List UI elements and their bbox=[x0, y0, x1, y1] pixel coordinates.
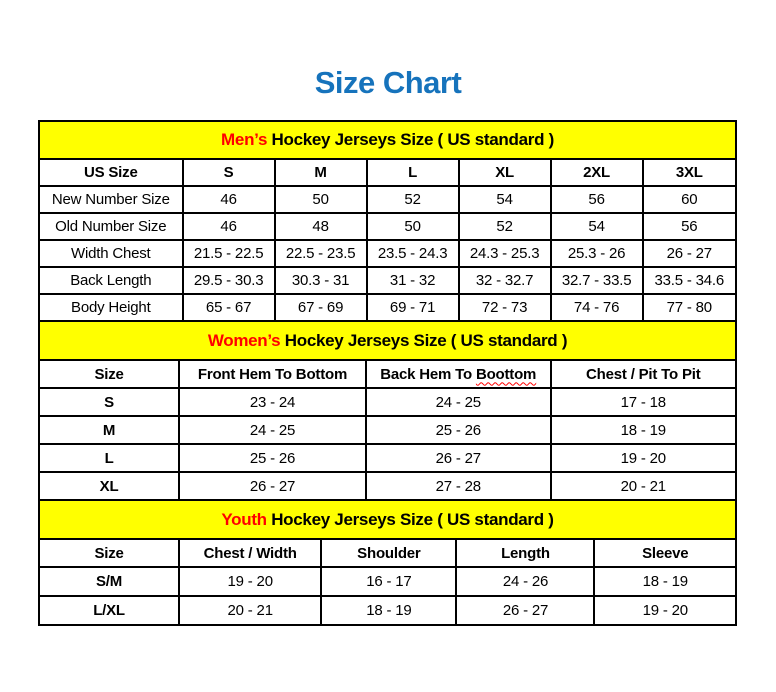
mens-value-cell: 24.3 - 25.3 bbox=[459, 240, 551, 267]
mens-value-cell: 31 - 32 bbox=[367, 267, 459, 294]
womens-header-cell: Size bbox=[39, 360, 179, 388]
womens-value-cell: 20 - 21 bbox=[551, 472, 736, 500]
womens-value-cell: 19 - 20 bbox=[551, 444, 736, 472]
mens-value-cell: 56 bbox=[551, 186, 643, 213]
womens-header-cell: Chest / Pit To Pit bbox=[551, 360, 736, 388]
youth-size-table bbox=[38, 501, 737, 626]
womens-table-row bbox=[39, 472, 736, 500]
womens-table-row bbox=[39, 388, 736, 416]
mens-value-cell: 23.5 - 24.3 bbox=[367, 240, 459, 267]
mens-header-cell: XL bbox=[459, 159, 551, 186]
mens-band-title bbox=[39, 121, 736, 159]
youth-value-cell: 20 - 21 bbox=[179, 596, 321, 625]
womens-row-label: L bbox=[39, 444, 179, 472]
womens-band-highlight: Women’s bbox=[207, 330, 281, 350]
mens-value-cell: 60 bbox=[643, 186, 736, 213]
youth-header-cell: Size bbox=[39, 539, 179, 567]
womens-band bbox=[39, 322, 736, 360]
youth-band-highlight: Youth bbox=[221, 509, 267, 529]
youth-section bbox=[38, 501, 737, 626]
womens-header-cell: Front Hem To Bottom bbox=[179, 360, 366, 388]
mens-table-row bbox=[39, 240, 736, 267]
womens-value-cell: 24 - 25 bbox=[179, 416, 366, 444]
womens-value-cell: 24 - 25 bbox=[366, 388, 551, 416]
mens-band-text: Hockey Jerseys Size ( US standard ) bbox=[267, 130, 554, 149]
mens-value-cell: 22.5 - 23.5 bbox=[275, 240, 367, 267]
mens-value-cell: 50 bbox=[367, 213, 459, 240]
mens-row-label: Old Number Size bbox=[39, 213, 183, 240]
size-chart bbox=[38, 120, 737, 626]
womens-value-cell: 23 - 24 bbox=[179, 388, 366, 416]
youth-header-row bbox=[39, 539, 736, 567]
mens-value-cell: 54 bbox=[551, 213, 643, 240]
mens-value-cell: 69 - 71 bbox=[367, 294, 459, 321]
youth-header-cell: Shoulder bbox=[321, 539, 456, 567]
mens-row-label: Back Length bbox=[39, 267, 183, 294]
womens-table-row bbox=[39, 416, 736, 444]
mens-value-cell: 21.5 - 22.5 bbox=[183, 240, 275, 267]
mens-value-cell: 46 bbox=[183, 213, 275, 240]
mens-value-cell: 74 - 76 bbox=[551, 294, 643, 321]
youth-value-cell: 18 - 19 bbox=[321, 596, 456, 625]
youth-value-cell: 19 - 20 bbox=[594, 596, 736, 625]
mens-header-cell: M bbox=[275, 159, 367, 186]
womens-band-text: Hockey Jerseys Size ( US standard ) bbox=[280, 330, 568, 350]
mens-value-cell: 54 bbox=[459, 186, 551, 213]
womens-band-title bbox=[39, 322, 736, 360]
mens-value-cell: 50 bbox=[275, 186, 367, 213]
mens-table-row bbox=[39, 294, 736, 321]
mens-value-cell: 26 - 27 bbox=[643, 240, 736, 267]
youth-header-cell: Length bbox=[456, 539, 594, 567]
womens-row-label: S bbox=[39, 388, 179, 416]
youth-value-cell: 26 - 27 bbox=[456, 596, 594, 625]
mens-row-label: Body Height bbox=[39, 294, 183, 321]
womens-table-row bbox=[39, 444, 736, 472]
mens-header-row bbox=[39, 159, 736, 186]
womens-value-cell: 25 - 26 bbox=[179, 444, 366, 472]
womens-size-table bbox=[38, 322, 737, 501]
header-text: Back Hem To bbox=[380, 365, 476, 383]
womens-row-label: XL bbox=[39, 472, 179, 500]
mens-value-cell: 77 - 80 bbox=[643, 294, 736, 321]
mens-row-label: Width Chest bbox=[39, 240, 183, 267]
youth-table-row bbox=[39, 596, 736, 625]
mens-value-cell: 65 - 67 bbox=[183, 294, 275, 321]
mens-size-table bbox=[38, 120, 737, 322]
youth-band-title bbox=[39, 501, 736, 539]
youth-header-cell: Sleeve bbox=[594, 539, 736, 567]
mens-table-row bbox=[39, 213, 736, 240]
mens-header-cell: 2XL bbox=[551, 159, 643, 186]
mens-value-cell: 52 bbox=[459, 213, 551, 240]
womens-header-cell bbox=[366, 360, 551, 388]
youth-value-cell: 19 - 20 bbox=[179, 567, 321, 596]
mens-header-cell: 3XL bbox=[643, 159, 736, 186]
womens-value-cell: 17 - 18 bbox=[551, 388, 736, 416]
youth-row-label: L/XL bbox=[39, 596, 179, 625]
womens-row-label: M bbox=[39, 416, 179, 444]
mens-row-label: New Number Size bbox=[39, 186, 183, 213]
mens-value-cell: 67 - 69 bbox=[275, 294, 367, 321]
youth-band bbox=[39, 501, 736, 539]
womens-value-cell: 26 - 27 bbox=[366, 444, 551, 472]
mens-value-cell: 32 - 32.7 bbox=[459, 267, 551, 294]
mens-value-cell: 30.3 - 31 bbox=[275, 267, 367, 294]
youth-band-text: Hockey Jerseys Size ( US standard ) bbox=[266, 509, 554, 529]
mens-section bbox=[38, 120, 737, 322]
mens-value-cell: 29.5 - 30.3 bbox=[183, 267, 275, 294]
mens-value-cell: 72 - 73 bbox=[459, 294, 551, 321]
mens-value-cell: 46 bbox=[183, 186, 275, 213]
mens-value-cell: 32.7 - 33.5 bbox=[551, 267, 643, 294]
youth-row-label: S/M bbox=[39, 567, 179, 596]
mens-header-cell: S bbox=[183, 159, 275, 186]
mens-value-cell: 52 bbox=[367, 186, 459, 213]
youth-value-cell: 18 - 19 bbox=[594, 567, 736, 596]
womens-header-row bbox=[39, 360, 736, 388]
youth-header-cell: Chest / Width bbox=[179, 539, 321, 567]
mens-header-cell: L bbox=[367, 159, 459, 186]
mens-value-cell: 25.3 - 26 bbox=[551, 240, 643, 267]
mens-table-row bbox=[39, 186, 736, 213]
womens-value-cell: 26 - 27 bbox=[179, 472, 366, 500]
mens-table-row bbox=[39, 267, 736, 294]
misspelled-word: Boottom bbox=[475, 365, 537, 383]
page-title: Size Chart bbox=[314, 65, 462, 100]
mens-value-cell: 48 bbox=[275, 213, 367, 240]
mens-band-highlight: Men’s bbox=[221, 130, 268, 149]
mens-value-cell: 33.5 - 34.6 bbox=[643, 267, 736, 294]
womens-section bbox=[38, 322, 737, 501]
womens-value-cell: 18 - 19 bbox=[551, 416, 736, 444]
womens-value-cell: 25 - 26 bbox=[366, 416, 551, 444]
mens-value-cell: 56 bbox=[643, 213, 736, 240]
mens-band bbox=[39, 121, 736, 159]
womens-value-cell: 27 - 28 bbox=[366, 472, 551, 500]
youth-value-cell: 24 - 26 bbox=[456, 567, 594, 596]
mens-header-cell: US Size bbox=[39, 159, 183, 186]
youth-value-cell: 16 - 17 bbox=[321, 567, 456, 596]
youth-table-row bbox=[39, 567, 736, 596]
